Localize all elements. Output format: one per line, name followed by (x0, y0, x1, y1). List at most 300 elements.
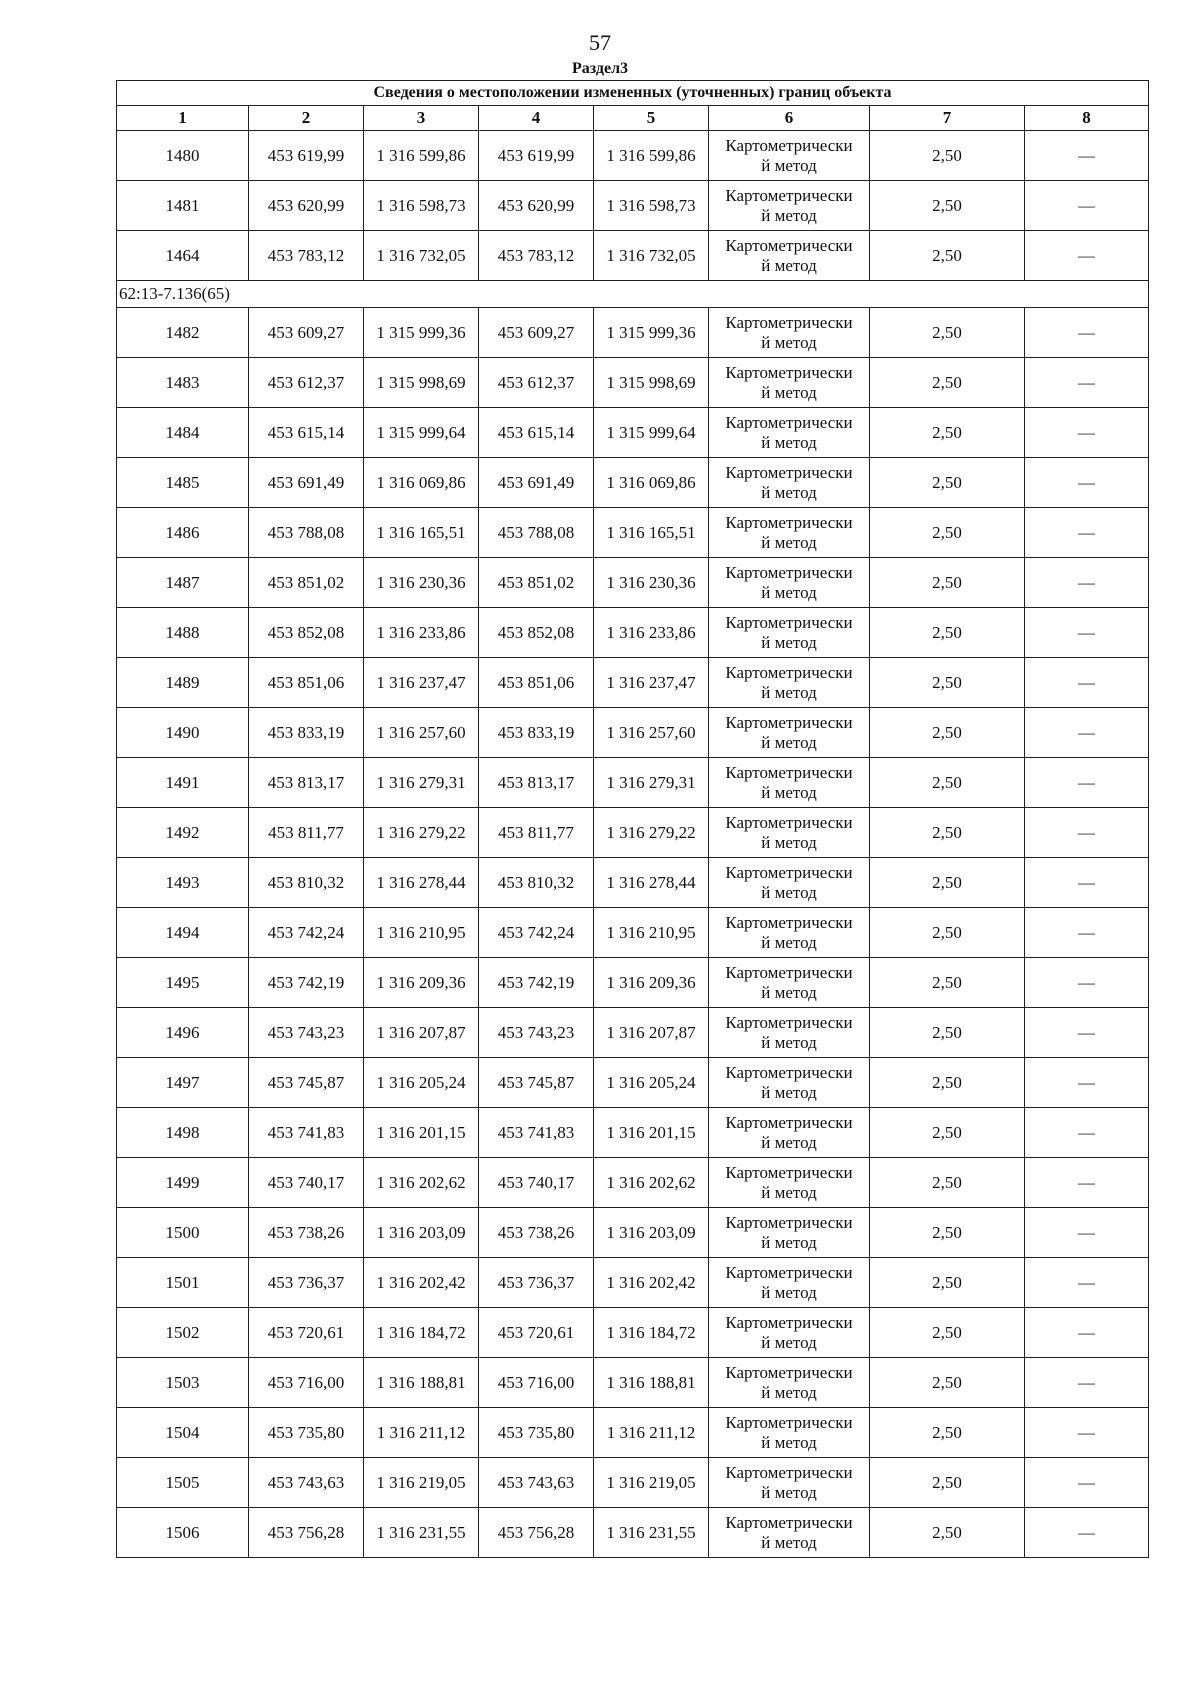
point-number: 1488 (117, 608, 249, 658)
accuracy-value: 2,50 (870, 408, 1025, 458)
column-8-value: — (1025, 658, 1149, 708)
method-text-line-2: й метод (761, 332, 817, 352)
accuracy-value: 2,50 (870, 808, 1025, 858)
point-number: 1494 (117, 908, 249, 958)
method-cell (709, 408, 870, 458)
point-number: 1485 (117, 458, 249, 508)
table-row (117, 1208, 1149, 1258)
method-cell (709, 958, 870, 1008)
method-cell (709, 358, 870, 408)
method-text-line-2: й метод (761, 1432, 817, 1452)
refined-y-coordinate: 1 316 233,86 (594, 608, 709, 658)
refined-x-coordinate: 453 742,24 (479, 908, 594, 958)
refined-x-coordinate: 453 810,32 (479, 858, 594, 908)
refined-y-coordinate: 1 316 732,05 (594, 231, 709, 281)
refined-x-coordinate: 453 852,08 (479, 608, 594, 658)
existing-x-coordinate: 453 742,24 (249, 908, 364, 958)
table-row (117, 758, 1149, 808)
method-text-line-1: Картометрически (725, 1112, 853, 1132)
method-text-line-2: й метод (761, 682, 817, 702)
refined-y-coordinate: 1 316 231,55 (594, 1508, 709, 1558)
accuracy-value: 2,50 (870, 1058, 1025, 1108)
accuracy-value: 2,50 (870, 658, 1025, 708)
existing-y-coordinate: 1 315 999,36 (364, 308, 479, 358)
method-text-line-1: Картометрически (725, 812, 853, 832)
method-cell (709, 608, 870, 658)
table-row (117, 858, 1149, 908)
existing-y-coordinate: 1 316 203,09 (364, 1208, 479, 1258)
existing-y-coordinate: 1 316 184,72 (364, 1308, 479, 1358)
method-text-line-1: Картометрически (725, 412, 853, 432)
existing-y-coordinate: 1 316 202,62 (364, 1158, 479, 1208)
existing-x-coordinate: 453 813,17 (249, 758, 364, 808)
boundary-coordinates-table (116, 80, 1149, 1558)
method-text-line-2: й метод (761, 1532, 817, 1552)
refined-y-coordinate: 1 316 165,51 (594, 508, 709, 558)
refined-y-coordinate: 1 315 998,69 (594, 358, 709, 408)
point-number: 1498 (117, 1108, 249, 1158)
method-cell (709, 908, 870, 958)
method-text-line-1: Картометрически (725, 1062, 853, 1082)
method-text-line-1: Картометрически (725, 1012, 853, 1032)
method-text-line-1: Картометрически (725, 712, 853, 732)
method-text-line-2: й метод (761, 432, 817, 452)
column-8-value: — (1025, 1308, 1149, 1358)
method-text-line-2: й метод (761, 532, 817, 552)
method-cell (709, 1058, 870, 1108)
existing-x-coordinate: 453 851,02 (249, 558, 364, 608)
method-text-line-2: й метод (761, 1182, 817, 1202)
accuracy-value: 2,50 (870, 508, 1025, 558)
refined-x-coordinate: 453 720,61 (479, 1308, 594, 1358)
point-number: 1492 (117, 808, 249, 858)
point-number: 1491 (117, 758, 249, 808)
table-row (117, 1308, 1149, 1358)
existing-y-coordinate: 1 316 205,24 (364, 1058, 479, 1108)
refined-y-coordinate: 1 316 201,15 (594, 1108, 709, 1158)
method-text-line-2: й метод (761, 255, 817, 275)
existing-x-coordinate: 453 756,28 (249, 1508, 364, 1558)
method-text-line-1: Картометрически (725, 1212, 853, 1232)
refined-y-coordinate: 1 316 209,36 (594, 958, 709, 1008)
method-cell (709, 458, 870, 508)
method-text-line-2: й метод (761, 155, 817, 175)
point-number: 1484 (117, 408, 249, 458)
refined-y-coordinate: 1 316 279,31 (594, 758, 709, 808)
method-text-line-1: Картометрически (725, 1262, 853, 1282)
existing-x-coordinate: 453 745,87 (249, 1058, 364, 1108)
point-number: 1464 (117, 231, 249, 281)
column-number: 5 (594, 106, 709, 131)
method-text-line-2: й метод (761, 632, 817, 652)
existing-x-coordinate: 453 619,99 (249, 131, 364, 181)
refined-y-coordinate: 1 316 184,72 (594, 1308, 709, 1358)
method-text-line-1: Картометрически (725, 762, 853, 782)
table-row (117, 1508, 1149, 1558)
point-number: 1482 (117, 308, 249, 358)
refined-x-coordinate: 453 620,99 (479, 181, 594, 231)
column-8-value: — (1025, 308, 1149, 358)
column-8-value: — (1025, 1108, 1149, 1158)
existing-y-coordinate: 1 316 211,12 (364, 1408, 479, 1458)
method-cell (709, 1258, 870, 1308)
existing-y-coordinate: 1 316 233,86 (364, 608, 479, 658)
accuracy-value: 2,50 (870, 1258, 1025, 1308)
method-text-line-1: Картометрически (725, 135, 853, 155)
refined-y-coordinate: 1 316 207,87 (594, 1008, 709, 1058)
method-text-line-2: й метод (761, 1082, 817, 1102)
refined-y-coordinate: 1 316 202,42 (594, 1258, 709, 1308)
existing-x-coordinate: 453 716,00 (249, 1358, 364, 1408)
column-number: 3 (364, 106, 479, 131)
existing-x-coordinate: 453 615,14 (249, 408, 364, 458)
method-text-line-2: й метод (761, 932, 817, 952)
existing-y-coordinate: 1 316 202,42 (364, 1258, 479, 1308)
refined-x-coordinate: 453 743,63 (479, 1458, 594, 1508)
existing-y-coordinate: 1 316 231,55 (364, 1508, 479, 1558)
column-number: 7 (870, 106, 1025, 131)
table-row (117, 131, 1149, 181)
accuracy-value: 2,50 (870, 1508, 1025, 1558)
table-row (117, 1058, 1149, 1108)
method-text-line-2: й метод (761, 782, 817, 802)
method-cell (709, 558, 870, 608)
column-number: 8 (1025, 106, 1149, 131)
existing-y-coordinate: 1 316 732,05 (364, 231, 479, 281)
existing-y-coordinate: 1 316 279,31 (364, 758, 479, 808)
method-text-line-1: Картометрически (725, 962, 853, 982)
method-text-line-2: й метод (761, 1132, 817, 1152)
method-cell (709, 1508, 870, 1558)
table-row (117, 1408, 1149, 1458)
method-text-line-2: й метод (761, 1332, 817, 1352)
refined-x-coordinate: 453 691,49 (479, 458, 594, 508)
parcel-label: 62:13-7.136(65) (117, 281, 1149, 308)
existing-x-coordinate: 453 788,08 (249, 508, 364, 558)
method-text-line-1: Картометрически (725, 312, 853, 332)
column-8-value: — (1025, 358, 1149, 408)
method-text-line-1: Картометрически (725, 1162, 853, 1182)
refined-x-coordinate: 453 741,83 (479, 1108, 594, 1158)
method-text-line-1: Картометрически (725, 1312, 853, 1332)
point-number: 1496 (117, 1008, 249, 1058)
method-cell (709, 808, 870, 858)
existing-x-coordinate: 453 609,27 (249, 308, 364, 358)
refined-x-coordinate: 453 743,23 (479, 1008, 594, 1058)
table-row (117, 708, 1149, 758)
column-number-row (117, 106, 1149, 131)
method-text-line-2: й метод (761, 1482, 817, 1502)
existing-y-coordinate: 1 316 219,05 (364, 1458, 479, 1508)
accuracy-value: 2,50 (870, 758, 1025, 808)
refined-y-coordinate: 1 316 278,44 (594, 858, 709, 908)
existing-y-coordinate: 1 316 207,87 (364, 1008, 479, 1058)
refined-x-coordinate: 453 811,77 (479, 808, 594, 858)
existing-y-coordinate: 1 316 201,15 (364, 1108, 479, 1158)
table-row (117, 958, 1149, 1008)
accuracy-value: 2,50 (870, 1008, 1025, 1058)
refined-y-coordinate: 1 316 205,24 (594, 1058, 709, 1108)
refined-y-coordinate: 1 316 211,12 (594, 1408, 709, 1458)
accuracy-value: 2,50 (870, 558, 1025, 608)
existing-y-coordinate: 1 316 257,60 (364, 708, 479, 758)
refined-y-coordinate: 1 316 599,86 (594, 131, 709, 181)
refined-y-coordinate: 1 316 188,81 (594, 1358, 709, 1408)
method-text-line-1: Картометрически (725, 362, 853, 382)
column-number: 1 (117, 106, 249, 131)
method-cell (709, 1008, 870, 1058)
existing-y-coordinate: 1 316 230,36 (364, 558, 479, 608)
accuracy-value: 2,50 (870, 1408, 1025, 1458)
column-8-value: — (1025, 908, 1149, 958)
method-text-line-1: Картометрически (725, 612, 853, 632)
table-row (117, 181, 1149, 231)
accuracy-value: 2,50 (870, 858, 1025, 908)
table-row (117, 358, 1149, 408)
existing-x-coordinate: 453 743,63 (249, 1458, 364, 1508)
method-cell (709, 508, 870, 558)
method-text-line-1: Картометрически (725, 862, 853, 882)
column-number: 2 (249, 106, 364, 131)
method-cell (709, 308, 870, 358)
existing-y-coordinate: 1 315 998,69 (364, 358, 479, 408)
existing-x-coordinate: 453 740,17 (249, 1158, 364, 1208)
accuracy-value: 2,50 (870, 708, 1025, 758)
refined-x-coordinate: 453 742,19 (479, 958, 594, 1008)
existing-y-coordinate: 1 316 237,47 (364, 658, 479, 708)
existing-x-coordinate: 453 783,12 (249, 231, 364, 281)
table-row (117, 508, 1149, 558)
existing-y-coordinate: 1 316 278,44 (364, 858, 479, 908)
refined-y-coordinate: 1 316 279,22 (594, 808, 709, 858)
existing-x-coordinate: 453 833,19 (249, 708, 364, 758)
point-number: 1501 (117, 1258, 249, 1308)
existing-x-coordinate: 453 620,99 (249, 181, 364, 231)
method-cell (709, 1308, 870, 1358)
method-text-line-2: й метод (761, 982, 817, 1002)
refined-x-coordinate: 453 740,17 (479, 1158, 594, 1208)
table-row (117, 408, 1149, 458)
table-row (117, 458, 1149, 508)
column-8-value: — (1025, 1358, 1149, 1408)
method-text-line-1: Картометрически (725, 562, 853, 582)
section-title: Раздел3 (571, 60, 629, 77)
column-8-value: — (1025, 1008, 1149, 1058)
table-row (117, 1008, 1149, 1058)
refined-y-coordinate: 1 315 999,36 (594, 308, 709, 358)
refined-x-coordinate: 453 851,02 (479, 558, 594, 608)
existing-y-coordinate: 1 316 165,51 (364, 508, 479, 558)
method-cell (709, 1408, 870, 1458)
table-body (117, 81, 1149, 1558)
column-8-value: — (1025, 558, 1149, 608)
method-text-line-2: й метод (761, 382, 817, 402)
method-text-line-1: Картометрически (725, 512, 853, 532)
table-row (117, 558, 1149, 608)
point-number: 1497 (117, 1058, 249, 1108)
existing-x-coordinate: 453 851,06 (249, 658, 364, 708)
method-cell (709, 131, 870, 181)
refined-x-coordinate: 453 735,80 (479, 1408, 594, 1458)
method-text-line-2: й метод (761, 732, 817, 752)
point-number: 1502 (117, 1308, 249, 1358)
point-number: 1480 (117, 131, 249, 181)
accuracy-value: 2,50 (870, 1458, 1025, 1508)
method-text-line-2: й метод (761, 582, 817, 602)
column-8-value: — (1025, 958, 1149, 1008)
table-row (117, 231, 1149, 281)
table-row (117, 808, 1149, 858)
refined-x-coordinate: 453 615,14 (479, 408, 594, 458)
column-8-value: — (1025, 608, 1149, 658)
existing-y-coordinate: 1 316 599,86 (364, 131, 479, 181)
column-8-value: — (1025, 508, 1149, 558)
refined-y-coordinate: 1 316 203,09 (594, 1208, 709, 1258)
existing-y-coordinate: 1 316 069,86 (364, 458, 479, 508)
method-cell (709, 1158, 870, 1208)
refined-y-coordinate: 1 315 999,64 (594, 408, 709, 458)
column-8-value: — (1025, 1158, 1149, 1208)
refined-y-coordinate: 1 316 257,60 (594, 708, 709, 758)
method-text-line-2: й метод (761, 1032, 817, 1052)
accuracy-value: 2,50 (870, 1158, 1025, 1208)
existing-x-coordinate: 453 741,83 (249, 1108, 364, 1158)
refined-x-coordinate: 453 716,00 (479, 1358, 594, 1408)
existing-x-coordinate: 453 810,32 (249, 858, 364, 908)
accuracy-value: 2,50 (870, 231, 1025, 281)
parcel-divider-row (117, 281, 1149, 308)
existing-x-coordinate: 453 691,49 (249, 458, 364, 508)
method-text-line-1: Картометрически (725, 1412, 853, 1432)
accuracy-value: 2,50 (870, 131, 1025, 181)
column-8-value: — (1025, 1458, 1149, 1508)
column-8-value: — (1025, 131, 1149, 181)
accuracy-value: 2,50 (870, 1208, 1025, 1258)
column-8-value: — (1025, 858, 1149, 908)
table-row (117, 1108, 1149, 1158)
column-number: 6 (709, 106, 870, 131)
method-text-line-2: й метод (761, 1282, 817, 1302)
table-row (117, 1258, 1149, 1308)
point-number: 1504 (117, 1408, 249, 1458)
refined-x-coordinate: 453 745,87 (479, 1058, 594, 1108)
existing-y-coordinate: 1 316 598,73 (364, 181, 479, 231)
refined-x-coordinate: 453 609,27 (479, 308, 594, 358)
existing-x-coordinate: 453 742,19 (249, 958, 364, 1008)
method-text-line-1: Картометрически (725, 462, 853, 482)
table-title: Сведения о местоположении измененных (уточненных) границ объекта (117, 81, 1149, 106)
point-number: 1483 (117, 358, 249, 408)
method-cell (709, 858, 870, 908)
refined-x-coordinate: 453 612,37 (479, 358, 594, 408)
refined-y-coordinate: 1 316 210,95 (594, 908, 709, 958)
accuracy-value: 2,50 (870, 1308, 1025, 1358)
refined-x-coordinate: 453 736,37 (479, 1258, 594, 1308)
accuracy-value: 2,50 (870, 608, 1025, 658)
point-number: 1505 (117, 1458, 249, 1508)
method-cell (709, 708, 870, 758)
method-text-line-2: й метод (761, 882, 817, 902)
existing-x-coordinate: 453 738,26 (249, 1208, 364, 1258)
point-number: 1500 (117, 1208, 249, 1258)
existing-y-coordinate: 1 316 209,36 (364, 958, 479, 1008)
point-number: 1493 (117, 858, 249, 908)
method-cell (709, 1108, 870, 1158)
method-text-line-1: Картометрически (725, 1512, 853, 1532)
refined-x-coordinate: 453 619,99 (479, 131, 594, 181)
method-text-line-1: Картометрически (725, 912, 853, 932)
column-8-value: — (1025, 708, 1149, 758)
accuracy-value: 2,50 (870, 958, 1025, 1008)
refined-y-coordinate: 1 316 069,86 (594, 458, 709, 508)
accuracy-value: 2,50 (870, 358, 1025, 408)
method-text-line-2: й метод (761, 482, 817, 502)
method-text-line-1: Картометрически (725, 235, 853, 255)
method-cell (709, 1208, 870, 1258)
table-row (117, 1358, 1149, 1408)
column-8-value: — (1025, 181, 1149, 231)
column-8-value: — (1025, 458, 1149, 508)
point-number: 1499 (117, 1158, 249, 1208)
existing-y-coordinate: 1 316 279,22 (364, 808, 479, 858)
table-row (117, 1158, 1149, 1208)
column-8-value: — (1025, 1208, 1149, 1258)
existing-y-coordinate: 1 316 210,95 (364, 908, 479, 958)
accuracy-value: 2,50 (870, 181, 1025, 231)
refined-x-coordinate: 453 851,06 (479, 658, 594, 708)
column-8-value: — (1025, 1258, 1149, 1308)
method-cell (709, 1458, 870, 1508)
table-row (117, 308, 1149, 358)
method-cell (709, 181, 870, 231)
existing-y-coordinate: 1 315 999,64 (364, 408, 479, 458)
column-8-value: — (1025, 1508, 1149, 1558)
refined-y-coordinate: 1 316 219,05 (594, 1458, 709, 1508)
column-8-value: — (1025, 758, 1149, 808)
column-8-value: — (1025, 408, 1149, 458)
method-text-line-2: й метод (761, 832, 817, 852)
accuracy-value: 2,50 (870, 1108, 1025, 1158)
column-number: 4 (479, 106, 594, 131)
method-text-line-2: й метод (761, 1232, 817, 1252)
point-number: 1481 (117, 181, 249, 231)
existing-x-coordinate: 453 852,08 (249, 608, 364, 658)
refined-x-coordinate: 453 788,08 (479, 508, 594, 558)
point-number: 1490 (117, 708, 249, 758)
point-number: 1487 (117, 558, 249, 608)
refined-x-coordinate: 453 738,26 (479, 1208, 594, 1258)
method-text-line-1: Картометрически (725, 662, 853, 682)
column-8-value: — (1025, 231, 1149, 281)
refined-y-coordinate: 1 316 237,47 (594, 658, 709, 708)
table-row (117, 658, 1149, 708)
point-number: 1495 (117, 958, 249, 1008)
existing-x-coordinate: 453 743,23 (249, 1008, 364, 1058)
column-8-value: — (1025, 1058, 1149, 1108)
accuracy-value: 2,50 (870, 458, 1025, 508)
existing-x-coordinate: 453 612,37 (249, 358, 364, 408)
refined-x-coordinate: 453 756,28 (479, 1508, 594, 1558)
table-row (117, 608, 1149, 658)
existing-x-coordinate: 453 811,77 (249, 808, 364, 858)
method-cell (709, 658, 870, 708)
existing-x-coordinate: 453 720,61 (249, 1308, 364, 1358)
accuracy-value: 2,50 (870, 1358, 1025, 1408)
refined-x-coordinate: 453 813,17 (479, 758, 594, 808)
refined-y-coordinate: 1 316 202,62 (594, 1158, 709, 1208)
method-text-line-2: й метод (761, 1382, 817, 1402)
refined-y-coordinate: 1 316 230,36 (594, 558, 709, 608)
